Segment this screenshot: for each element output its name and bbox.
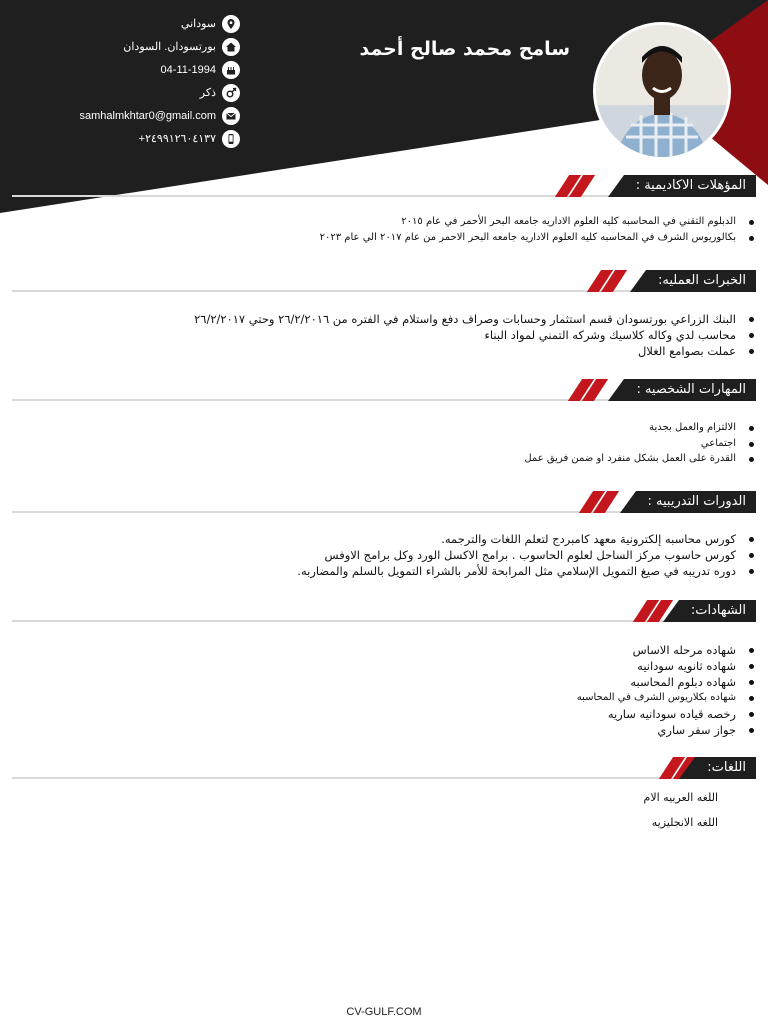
email-icon xyxy=(222,107,240,125)
section-header xyxy=(12,379,756,401)
contact-birthdate xyxy=(60,58,240,81)
list-item: الدبلوم التقني في المحاسبه كليه العلوم الاداريه جامعه البحر الأحمر في عام ٢٠١٥ xyxy=(320,214,736,230)
candidate-name: سامح محمد صالح أحمد xyxy=(359,38,570,60)
list-item: دوره تدريبه في صيغ التمويل الإسلامي مثل المرابحة للأمر بالشراء التمويل بالسلم والمضاربه. xyxy=(297,564,736,578)
footer-brand: CV-GULF.COM xyxy=(346,1006,422,1018)
contact-text: ذكر xyxy=(199,87,216,99)
contact-nationality xyxy=(60,12,240,35)
contact-text: سوداني xyxy=(180,18,216,30)
section-experience xyxy=(12,270,756,292)
list-item: اجتماعي xyxy=(524,436,736,452)
list-item: عملت بصوامع الغلال xyxy=(194,343,736,359)
contact-text: 04-11-1994 xyxy=(160,63,216,76)
birthday-cake-icon xyxy=(222,61,240,79)
language-item: اللغه العربيه الام xyxy=(643,791,718,804)
contact-text: بورتسودان. السودان xyxy=(123,41,216,53)
section-header xyxy=(12,270,756,292)
list-item: البنك الزراعي بورتسودان قسم استثمار وحسابات وصراف دفع واستلام في الفتره من ٢٦/٢/٢٠١٦ وحتي ٢٦/٢/٢٠١٧ xyxy=(194,312,736,326)
contact-address xyxy=(60,35,240,58)
list-item: جواز سفر ساري xyxy=(577,722,736,738)
list-item: شهاده ثانويه سودانيه xyxy=(577,658,736,674)
list-item: شهاده دبلوم المحاسبه xyxy=(577,674,736,690)
contact-list xyxy=(60,12,240,150)
home-icon xyxy=(222,38,240,56)
section-header xyxy=(12,757,756,779)
list-item: شهاده بكلاريوس الشرف في المحاسبه xyxy=(577,690,736,706)
section-title: الشهادات: xyxy=(679,600,756,622)
section-certificates xyxy=(12,600,756,622)
list-item: محاسب لدي وكاله كلاسيك وشركه التمني لمواد البناء xyxy=(194,327,736,343)
list-item: رخصه قياده سودانيه ساريه xyxy=(577,706,736,722)
section-title: الخبرات العمليه: xyxy=(646,270,756,292)
profile-photo xyxy=(593,22,731,160)
section-title: المؤهلات الاكاديمية : xyxy=(624,175,756,197)
list-item: كورس حاسوب مركز الساحل لعلوم الحاسوب . برامج الاكسل الورد وكل برامج الاوفس xyxy=(297,547,736,563)
section-header xyxy=(12,175,756,197)
contact-email[interactable] xyxy=(60,104,240,127)
gender-icon xyxy=(222,84,240,102)
courses-list xyxy=(297,531,736,579)
academic-list xyxy=(320,214,736,245)
section-title: اللغات: xyxy=(695,757,756,779)
section-title: المهارات الشخصيه : xyxy=(624,379,756,401)
skills-list xyxy=(524,420,736,467)
list-item: شهاده مرحله الاساس xyxy=(577,642,736,658)
section-title: الدورات التدريبيه : xyxy=(636,491,756,513)
location-pin-icon xyxy=(222,15,240,33)
section-academic xyxy=(12,175,756,197)
list-item: الالتزام والعمل بجدية xyxy=(524,420,736,436)
list-item: بكالوريوس الشرف في المحاسبه كليه العلوم الاداريه جامعه البحر الاحمر من عام ٢٠١٧ الي عام ٢٠٢٣ xyxy=(320,230,736,246)
section-header xyxy=(12,491,756,513)
section-header xyxy=(12,600,756,622)
list-item: كورس محاسبه إلكترونية معهد كامبردج لتعلم اللغات والترجمه. xyxy=(297,531,736,547)
section-languages xyxy=(12,757,756,779)
experience-list xyxy=(194,311,736,359)
contact-phone[interactable] xyxy=(60,127,240,150)
contact-text: samhalmkhtar0@gmail.com xyxy=(79,109,216,122)
section-skills xyxy=(12,379,756,401)
contact-text: +٢٤٩٩١٢٦٠٤١٣٧ xyxy=(138,133,216,145)
phone-icon xyxy=(222,130,240,148)
list-item: القدرة على العمل بشكل منفرد او ضمن فريق عمل xyxy=(524,451,736,467)
language-item: اللغه الانجليزيه xyxy=(651,816,718,829)
section-courses xyxy=(12,491,756,513)
contact-gender xyxy=(60,81,240,104)
certificates-list xyxy=(577,642,736,738)
